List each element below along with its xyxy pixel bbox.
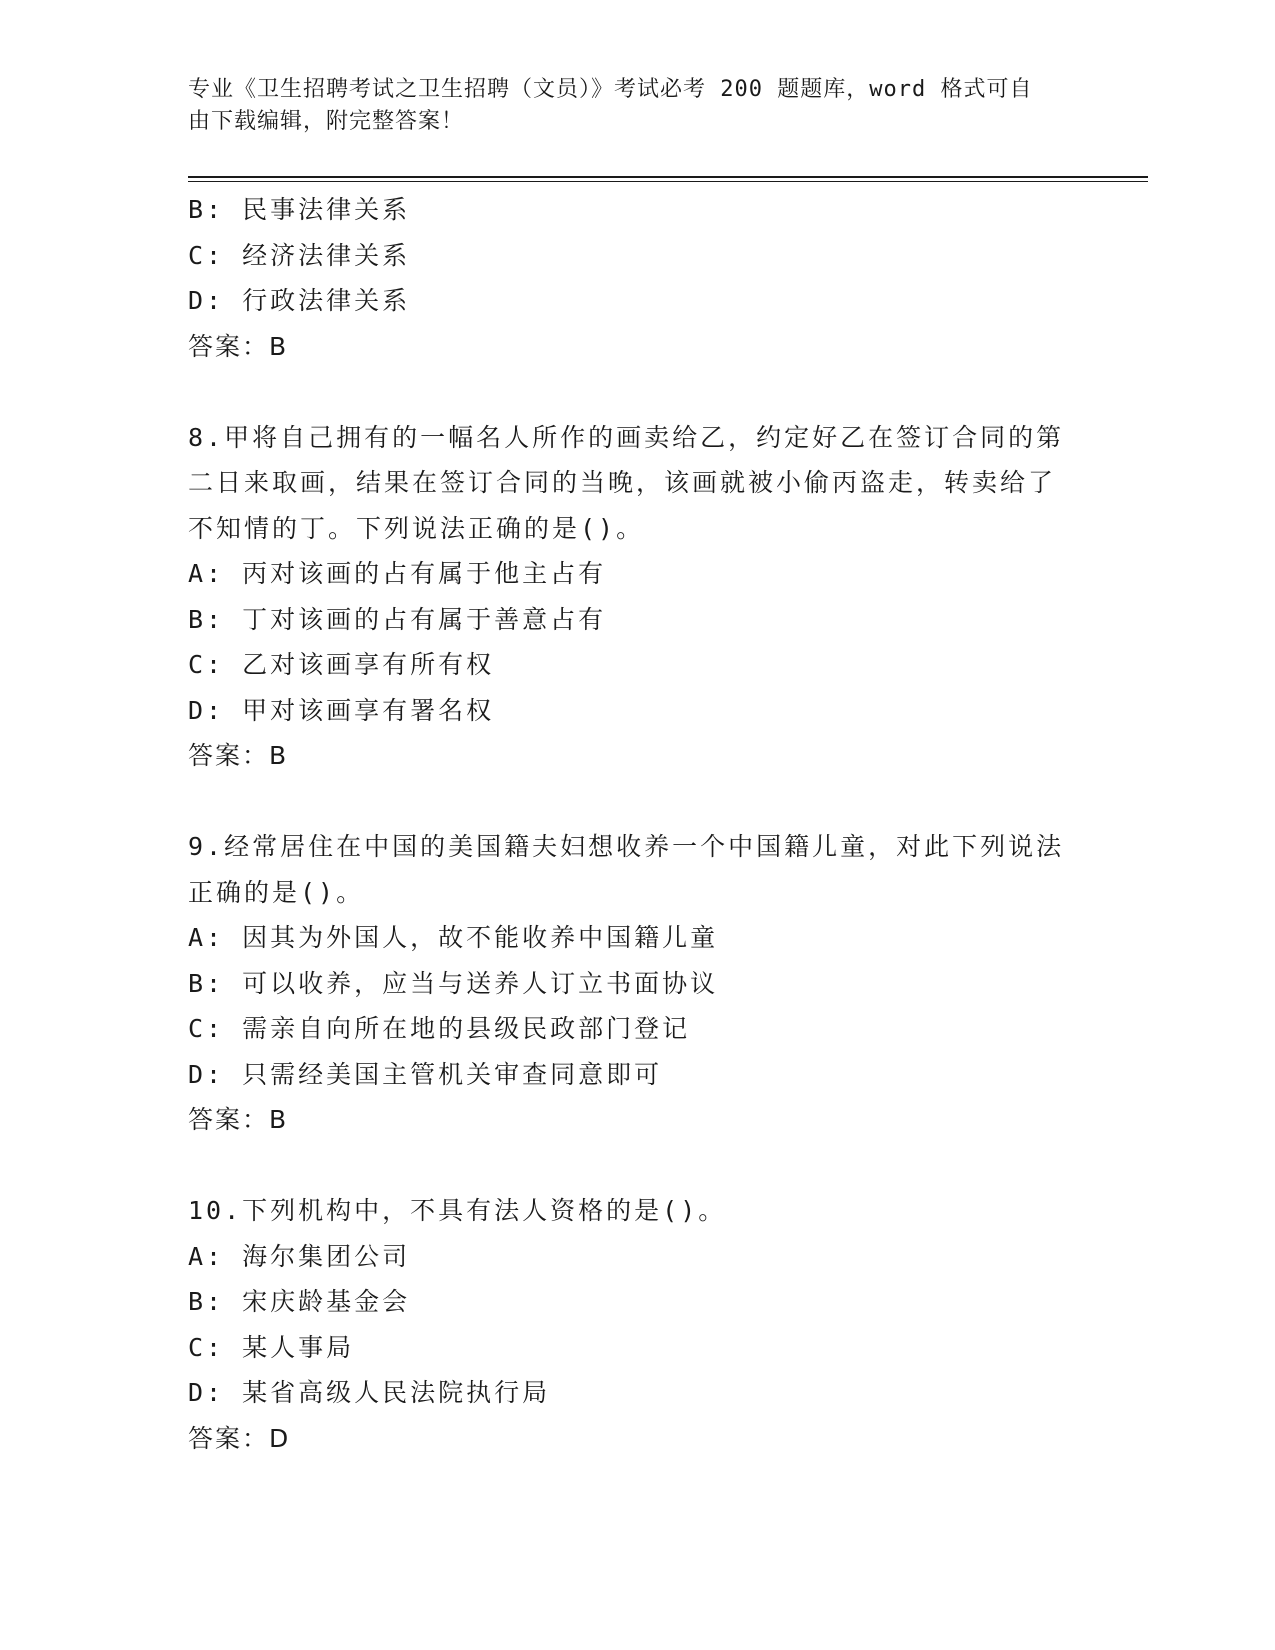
option-a: A: 海尔集团公司 (188, 1241, 411, 1271)
header-line-2: 由下载编辑，附完整答案！ (188, 109, 465, 134)
answer-line: 答案：B (188, 331, 289, 361)
header-rule-thin (188, 181, 1148, 182)
option-d: D: 只需经美国主管机关审查同意即可 (188, 1059, 663, 1089)
option-d: D: 某省高级人民法院执行局 (188, 1378, 551, 1407)
question-block-9 (188, 824, 1068, 1143)
option-c: C: 某人事局 (188, 1332, 355, 1362)
option-c: C: 需亲自向所在地的县级民政部门登记 (188, 1014, 691, 1043)
answer-line: 答案：D (188, 1423, 291, 1453)
question-stem: 8.甲将自己拥有的一幅名人所作的画卖给乙，约定好乙在签订合同的第二日来取画，结果在签订合同的当晚，该画就被小偷丙盗走，转卖给了不知情的丁。下列说法正确的是()。 (188, 422, 1065, 543)
option-d: D: 行政法律关系 (188, 286, 411, 315)
question-list (188, 187, 1068, 1461)
header-rule-thick (188, 176, 1148, 178)
answer-line: 答案：B (188, 1105, 289, 1134)
answer-line: 答案：B (188, 741, 289, 770)
option-c: C: 乙对该画享有所有权 (188, 650, 495, 679)
question-block-7 (188, 187, 1068, 369)
option-a: A: 丙对该画的占有属于他主占有 (188, 559, 607, 588)
option-a: A: 因其为外国人，故不能收养中国籍儿童 (188, 923, 719, 952)
document-header (188, 74, 1068, 138)
question-block-10 (188, 1188, 1068, 1461)
option-b: B: 宋庆龄基金会 (188, 1287, 411, 1316)
question-stem: 9.经常居住在中国的美国籍夫妇想收养一个中国籍儿童，对此下列说法正确的是()。 (188, 832, 1065, 907)
question-stem: 10.下列机构中，不具有法人资格的是()。 (188, 1196, 727, 1225)
option-c: C: 经济法律关系 (188, 240, 411, 270)
option-d: D: 甲对该画享有署名权 (188, 695, 495, 725)
document-page (188, 0, 1148, 1650)
option-b: B: 民事法律关系 (188, 195, 411, 224)
option-b: B: 可以收养，应当与送养人订立书面协议 (188, 968, 719, 998)
question-block-8 (188, 415, 1068, 779)
header-line-1: 专业《卫生招聘考试之卫生招聘（文员）》考试必考 200 题题库，word 格式可自 (188, 77, 1033, 102)
option-b: B: 丁对该画的占有属于善意占有 (188, 604, 607, 634)
